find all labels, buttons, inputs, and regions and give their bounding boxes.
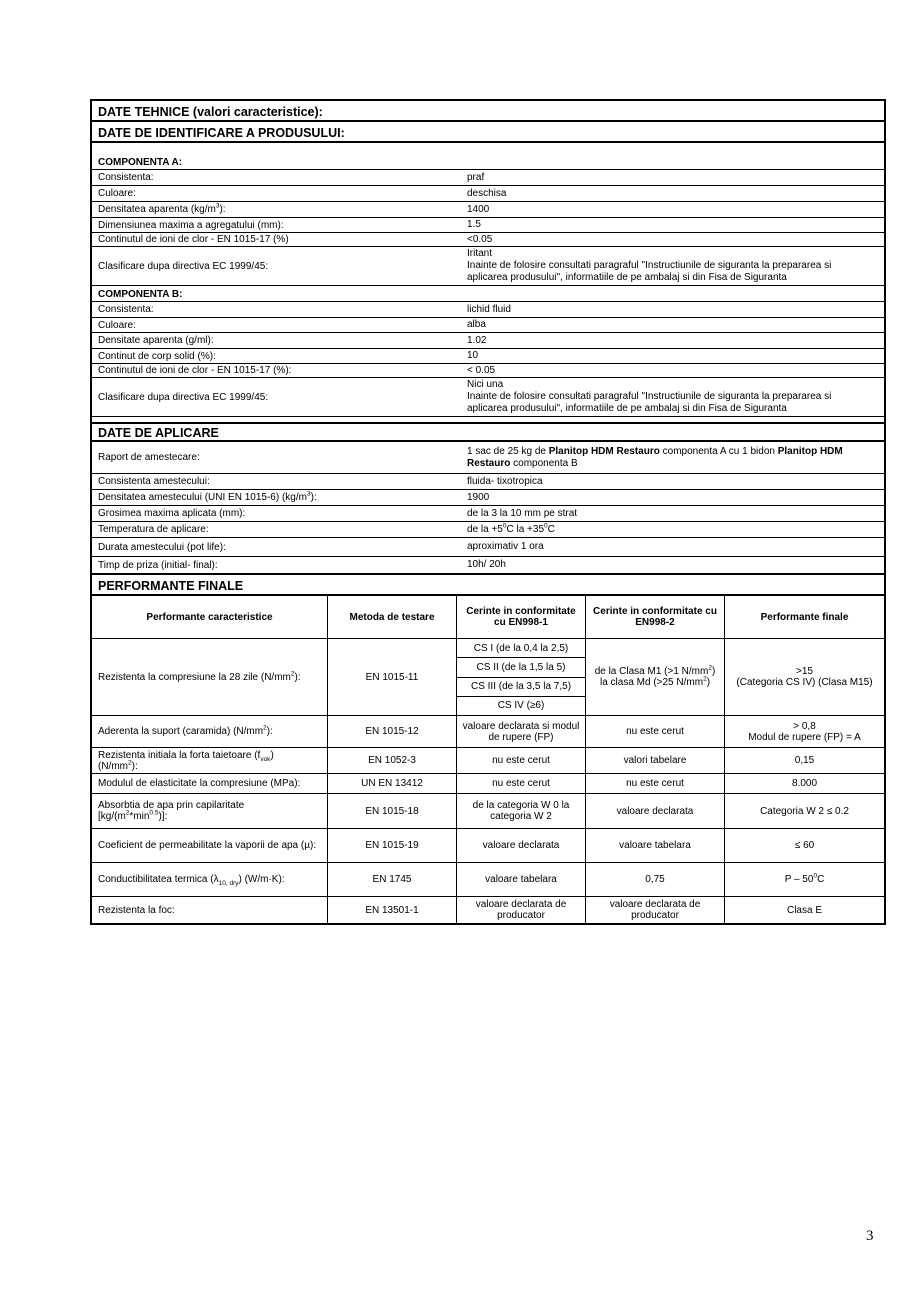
text-segment: 0 [502, 522, 507, 530]
text-segment: Aderenta la suport (caramida) (N/mm [98, 726, 264, 737]
spacer [92, 417, 884, 424]
column-header: Performante caracteristice [92, 596, 328, 638]
table-row [92, 538, 884, 557]
row-label [92, 538, 457, 556]
text-segment: EN 1015-18 [365, 805, 419, 817]
text-segment: 0.5 [149, 809, 159, 817]
performance-cell [725, 748, 884, 773]
performance-header-row [92, 596, 884, 639]
table-row [92, 247, 884, 286]
table-row [92, 349, 884, 364]
text-segment: 10 [467, 350, 479, 361]
text-segment: lichid fluid [467, 303, 511, 315]
text-segment: 2 [125, 809, 130, 817]
row-value [457, 557, 884, 573]
performance-cell [328, 748, 457, 773]
row-label [92, 349, 457, 363]
row-label [92, 364, 457, 377]
text-segment: Consistenta: [98, 172, 154, 183]
row-label [92, 233, 457, 246]
text-segment: EN 13501-1 [365, 904, 419, 916]
row-value [457, 233, 884, 246]
text-segment: C la +35 [506, 523, 545, 535]
row-value [457, 218, 884, 232]
text-segment: Inainte de folosire consultati paragraful "Instructiunile de siguranta la prepararea si aplicarea produsului", informatiile de pe ambalaj si din Fisa de Siguranta [467, 260, 832, 283]
text-segment: valoare tabelara [619, 840, 691, 851]
text-segment: C [547, 523, 555, 535]
text-segment: 1.5 [467, 219, 481, 230]
row-value [457, 378, 884, 416]
performance-cell [328, 897, 457, 923]
performance-cell [328, 774, 457, 793]
performance-cell [328, 639, 457, 715]
performance-cell [586, 639, 725, 715]
text-segment: 3 [306, 490, 311, 498]
text-segment: Categoria W 2 ≤ 0.2 [760, 805, 849, 817]
technical-data-table [90, 99, 886, 925]
text-segment: Culoare: [98, 319, 136, 331]
text-segment: aproximativ 1 ora [467, 541, 544, 552]
text-segment: nu este cerut [492, 778, 550, 789]
text-segment: EN 1015-19 [365, 840, 419, 851]
performance-cell [725, 829, 884, 862]
text-segment: ≤ 60 [794, 840, 815, 851]
row-value [457, 349, 884, 363]
performance-cell [92, 716, 328, 747]
text-segment: valoare declarata de producator [609, 899, 701, 921]
row-value [457, 490, 884, 505]
text-segment: Nici una [467, 379, 504, 390]
class-item: CS I (de la 0,4 la 2,5) [457, 639, 585, 658]
table-row [92, 442, 884, 474]
performance-cell [92, 897, 328, 923]
table-row [92, 506, 884, 522]
application-heading: DATE DE APLICARE [92, 424, 884, 442]
identification-heading: DATE DE IDENTIFICARE A PRODUSULUI: [92, 122, 884, 143]
application-rows [92, 442, 884, 575]
text-segment: Iritant [467, 248, 493, 259]
row-value [457, 247, 884, 285]
text-segment: EN 1052-3 [368, 755, 416, 766]
performance-row [92, 716, 884, 748]
performance-cell [92, 863, 328, 896]
text-segment: P – 50 [784, 874, 814, 885]
text-segment: praf [467, 171, 485, 183]
section-title: DATE TEHNICE (valori caracteristice): [92, 101, 884, 122]
performance-row [92, 829, 884, 863]
text-segment: 2 [290, 670, 295, 678]
text-segment: Modulul de elasticitate la compresiune (MPa): [98, 778, 301, 789]
table-row [92, 233, 884, 247]
row-label [92, 557, 457, 573]
text-segment: 2 [708, 664, 712, 672]
performance-cell [328, 863, 457, 896]
performance-cell [725, 774, 884, 793]
text-segment: 1900 [467, 491, 490, 503]
performance-cell [328, 829, 457, 862]
text-segment: <0.05 [467, 233, 493, 245]
text-segment: (N/mm [98, 760, 128, 772]
text-segment: componenta B [510, 457, 578, 469]
text-segment: Continutul de ioni de clor - EN 1015-17 (%) [98, 234, 289, 245]
text-segment: valoare tabelara [485, 874, 557, 885]
text-segment: ): [266, 726, 273, 737]
performance-cell [457, 794, 586, 828]
text-segment: 8.000 [791, 778, 818, 789]
row-label [92, 506, 457, 521]
table-row [92, 490, 884, 506]
text-segment: Planitop HDM Restauro [467, 445, 843, 469]
text-segment: de la Clasa M1 (>1 N/mm [594, 666, 709, 677]
text-segment: alba [467, 319, 486, 330]
text-segment: Durata amestecului (pot life): [98, 541, 226, 553]
performance-cell [586, 748, 725, 773]
text-segment: ) la clasa Md (>25 N/mm [599, 666, 716, 688]
text-segment: Dimensiunea maxima a agregatului (mm): [98, 219, 284, 231]
table-row [92, 202, 884, 218]
performance-cell [92, 748, 328, 773]
text-segment: Coeficient de permeabilitate la vaporii de apa (µ): [98, 840, 317, 851]
class-list [457, 639, 586, 715]
text-segment: UN EN 13412 [361, 778, 423, 789]
text-segment: 2 [703, 675, 707, 683]
text-segment: Raport de amestecare: [98, 452, 200, 463]
text-segment: 1.02 [467, 334, 487, 346]
table-row [92, 557, 884, 575]
text-segment: Clasa E [786, 904, 822, 916]
table-row [92, 474, 884, 490]
row-value [457, 302, 884, 317]
row-value [457, 522, 884, 537]
text-segment: 10, dry [218, 880, 239, 887]
text-segment: vok [260, 755, 271, 763]
text-segment: ): [294, 671, 301, 683]
row-value [457, 538, 884, 556]
text-segment: de la +5 [467, 523, 503, 535]
text-segment: Consistenta: [98, 304, 154, 315]
text-segment: Culoare: [98, 188, 136, 199]
text-segment: (Categoria CS IV) (Clasa M15) [736, 677, 873, 688]
text-segment: Rezistenta la compresiune la 28 zile (N/mm [98, 671, 291, 683]
row-label [92, 302, 457, 317]
row-value [457, 474, 884, 489]
text-segment: 0,75 [645, 874, 665, 885]
row-label [92, 474, 457, 489]
table-row [92, 186, 884, 202]
performance-cell [586, 794, 725, 828]
text-segment: Absorbtia de apa prin capilaritate [98, 800, 245, 811]
performance-cell [457, 863, 586, 896]
text-segment: Continutul de ioni de clor - EN 1015-17 (%): [98, 365, 292, 376]
row-label [92, 170, 457, 185]
performance-cell [586, 863, 725, 896]
page-number: 3 [866, 1228, 874, 1244]
text-segment: Densitatea amestecului (UNI EN 1015-6) (kg/m [98, 492, 307, 503]
class-item: CS II (de la 1,5 la 5) [457, 658, 585, 677]
text-segment: Timp de priza (initial- final): [98, 559, 218, 571]
text-segment: Densitatea aparenta (kg/m [98, 204, 216, 215]
text-segment: 1400 [467, 203, 490, 215]
text-segment: valoare declarata de producator [475, 899, 567, 921]
component-a-rows [92, 170, 884, 286]
text-segment: nu este cerut [626, 778, 684, 789]
performance-cell [586, 774, 725, 793]
text-segment: Grosimea maxima aplicata (mm): [98, 508, 246, 519]
text-segment: Continut de corp solid (%): [98, 350, 216, 362]
text-segment: Conductibilitatea termica (λ [98, 874, 219, 885]
performance-cell [725, 794, 884, 828]
row-label [92, 522, 457, 537]
text-segment: ) [706, 677, 711, 688]
table-row [92, 522, 884, 538]
text-segment: Rezistenta initiala la forta taietoare (f [98, 749, 261, 761]
text-segment: 0 [544, 522, 548, 530]
text-segment: EN 1015-11 [365, 671, 419, 683]
performance-cell [457, 774, 586, 793]
performance-row [92, 639, 884, 716]
performance-cell [457, 716, 586, 747]
component-b-heading: COMPONENTA B: [92, 286, 884, 302]
performance-row [92, 748, 884, 774]
text-segment: Temperatura de aplicare: [98, 524, 209, 535]
performance-cell [586, 716, 725, 747]
text-segment: C [817, 874, 825, 885]
row-label [92, 247, 457, 285]
row-value [457, 442, 884, 473]
text-segment: 2 [263, 724, 267, 732]
row-label [92, 490, 457, 505]
text-segment: valoare declarata si modul de rupere (FP) [462, 720, 580, 743]
text-segment: Modul de rupere (FP) = A [748, 731, 861, 743]
component-a-heading: COMPONENTA A: [92, 143, 884, 170]
text-segment: valoare declarata [482, 840, 560, 851]
column-header: Performante finale [760, 611, 849, 623]
text-segment: EN 1015-12 [365, 726, 419, 737]
text-segment: < 0.05 [467, 364, 496, 376]
text-segment: fluida- tixotropica [467, 475, 543, 487]
text-segment: Densitate aparenta (g/ml): [98, 335, 214, 346]
row-value [457, 170, 884, 185]
row-value [457, 333, 884, 348]
performance-cell [92, 829, 328, 862]
performance-cell [92, 639, 328, 715]
performance-cell [92, 794, 328, 828]
text-segment: ) [270, 749, 274, 761]
text-segment: ): [310, 492, 317, 503]
row-value [457, 186, 884, 201]
text-segment: nu este cerut [492, 755, 550, 766]
row-value [457, 318, 884, 332]
row-label [92, 202, 457, 217]
column-header: Metoda de testare [328, 596, 457, 638]
performance-cell [725, 716, 884, 747]
performance-cell [457, 897, 586, 923]
row-value [457, 506, 884, 521]
performance-cell [725, 639, 884, 715]
table-row [92, 170, 884, 186]
table-row [92, 318, 884, 333]
text-segment: valori tabelare [623, 755, 687, 766]
text-segment: *min [129, 811, 150, 822]
text-segment: [kg/(m [98, 811, 126, 822]
text-segment: )]: [158, 811, 168, 822]
performance-cell [725, 863, 884, 896]
performance-table [92, 596, 884, 923]
performance-heading: PERFORMANTE FINALE [92, 575, 884, 596]
performance-cell [586, 829, 725, 862]
text-segment: de la categoria W 0 la categoria W 2 [472, 800, 570, 822]
row-label [92, 442, 457, 473]
component-b-rows [92, 302, 884, 417]
column-header: Cerinte in conformitate cu EN998-2 [586, 596, 725, 638]
text-segment: deschisa [467, 187, 507, 199]
performance-row [92, 774, 884, 794]
row-value [457, 364, 884, 377]
row-label [92, 378, 457, 416]
column-header: Cerinte in conformitate cu EN998-1 [457, 596, 586, 638]
text-segment: > 0,8 [793, 720, 816, 732]
text-segment: ): [131, 760, 138, 772]
performance-cell [725, 897, 884, 923]
performance-row [92, 863, 884, 897]
text-segment: ): [219, 204, 226, 215]
table-row [92, 364, 884, 378]
table-row [92, 302, 884, 318]
performance-row [92, 794, 884, 829]
row-label [92, 318, 457, 332]
text-segment: EN 1745 [372, 874, 412, 885]
class-item: CS III (de la 3,5 la 7,5) [457, 678, 585, 697]
text-segment: nu este cerut [626, 726, 684, 737]
text-segment: Consistenta amestecului: [98, 476, 210, 487]
text-segment: Rezistenta la foc: [98, 904, 175, 916]
class-item: CS IV (≥6) [497, 700, 545, 712]
text-segment: de la 3 la 10 mm pe strat [467, 507, 578, 519]
table-row [92, 333, 884, 349]
text-segment: valoare declarata [616, 805, 694, 817]
performance-cell [457, 748, 586, 773]
performance-cell [328, 794, 457, 828]
performance-cell [92, 774, 328, 793]
text-segment: 2 [128, 759, 132, 767]
text-segment: 0,15 [794, 755, 815, 766]
row-label [92, 186, 457, 201]
text-segment: Clasificare dupa directiva EC 1999/45: [98, 260, 269, 272]
text-segment: 0 [813, 872, 818, 880]
text-segment: Planitop HDM Restauro [548, 445, 660, 457]
performance-cell [328, 716, 457, 747]
performance-cell [457, 829, 586, 862]
performance-cell [586, 897, 725, 923]
row-value [457, 202, 884, 217]
text-segment: ) (W/m·K): [238, 874, 285, 885]
text-segment: 10h/ 20h [467, 559, 506, 570]
row-label [92, 333, 457, 348]
table-row [92, 378, 884, 417]
text-segment: componenta A cu 1 bidon [659, 445, 778, 457]
text-segment: Inainte de folosire consultati paragraful "Instructiunile de siguranta la prepararea si aplicarea produsului", informatiile de pe ambalaj si din Fisa de Siguranta [467, 391, 832, 414]
row-label [92, 218, 457, 232]
text-segment: >15 [796, 666, 813, 677]
text-segment: 3 [215, 202, 220, 210]
performance-row [92, 897, 884, 923]
text-segment: 1 sac de 25 kg de [467, 445, 549, 457]
table-row [92, 218, 884, 233]
text-segment: Clasificare dupa directiva EC 1999/45: [98, 391, 269, 403]
